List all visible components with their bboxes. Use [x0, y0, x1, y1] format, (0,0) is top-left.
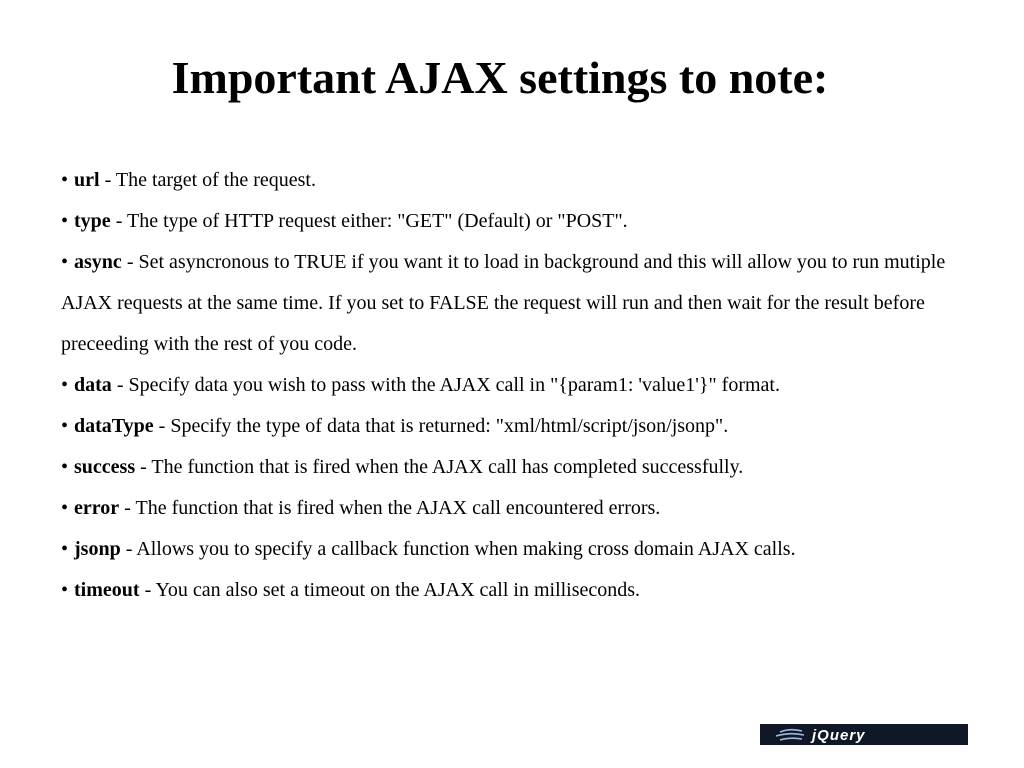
jquery-logo-graphic [760, 724, 968, 745]
setting-description: - The function that is fired when the AJAX call has completed successfully. [135, 456, 744, 478]
setting-term: async [74, 251, 122, 273]
bullet-icon: • [61, 210, 69, 232]
setting-description: - The target of the request. [99, 169, 316, 191]
list-item-data [61, 365, 981, 406]
setting-term: success [74, 456, 136, 478]
setting-term: error [74, 497, 120, 519]
list-item-type [61, 201, 981, 242]
setting-description: - Allows you to specify a callback function when making cross domain AJAX calls. [120, 538, 796, 560]
setting-description: - Specify the type of data that is returned: "xml/html/script/json/jsonp". [153, 415, 729, 437]
bullet-icon: • [61, 169, 69, 191]
bullet-icon: • [61, 251, 69, 273]
swoosh-icon [776, 734, 804, 736]
jquery-logo [760, 724, 968, 745]
setting-term: jsonp [74, 538, 121, 560]
list-item-timeout [61, 570, 981, 611]
list-item-url [61, 160, 981, 201]
setting-term: url [74, 169, 100, 191]
setting-description: - The type of HTTP request either: "GET" (Default) or "POST". [110, 210, 628, 232]
settings-list [61, 160, 981, 611]
list-item-datatype [61, 406, 981, 447]
setting-term: data [74, 374, 112, 396]
setting-description: - The function that is fired when the AJAX call encountered errors. [119, 497, 661, 519]
list-item-jsonp [61, 529, 981, 570]
logo-text: jQuery [812, 727, 866, 744]
swoosh-icon [780, 730, 802, 732]
bullet-icon: • [61, 415, 69, 437]
list-item-success [61, 447, 981, 488]
slide-title: Important AJAX settings to note: [171, 52, 829, 103]
list-item-async [61, 242, 981, 365]
list-item-error [61, 488, 981, 529]
setting-description: - You can also set a timeout on the AJAX call in milliseconds. [139, 579, 641, 601]
swoosh-icon [780, 738, 802, 740]
bullet-icon: • [61, 497, 69, 519]
setting-term: dataType [74, 415, 154, 437]
bullet-icon: • [61, 538, 69, 560]
bullet-icon: • [61, 374, 69, 396]
bullet-icon: • [61, 456, 69, 478]
setting-term: type [74, 210, 111, 232]
setting-term: timeout [74, 579, 140, 601]
setting-description: - Set asyncronous to TRUE if you want it to load in background and this will allow you to run mutiple AJAX requests at the same time. If you set to FALSE the request will run and then wait for the result before preceeding with the rest of you code. [61, 251, 946, 355]
setting-description: - Specify data you wish to pass with the AJAX call in "{param1: 'value1'}" format. [111, 374, 780, 396]
bullet-icon: • [61, 579, 69, 601]
